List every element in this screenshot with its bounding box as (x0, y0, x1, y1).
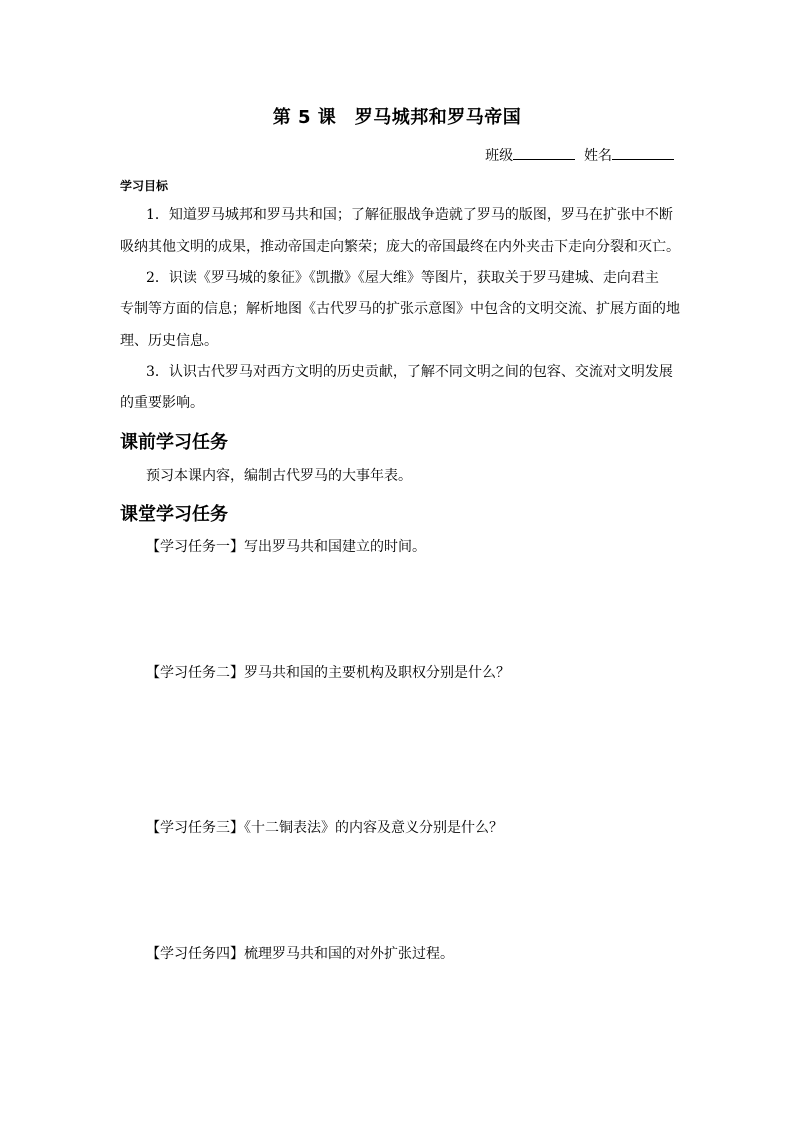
name-label: 姓名 (584, 148, 612, 164)
class-label: 班级 (485, 148, 514, 164)
objective-2-line-1: 2．识读《罗马城的象征》《凯撒》《屋大维》等图片，获取关于罗马建城、走向君主 (146, 270, 659, 286)
task-4: 【学习任务四】梳理罗马共和国的对外扩张过程。 (146, 946, 454, 962)
inclass-heading: 课堂学习任务 (120, 504, 228, 525)
task-1: 【学习任务一】写出罗马共和国建立的时间。 (146, 539, 426, 555)
preclass-text: 预习本课内容，编制古代罗马的大事年表。 (146, 468, 412, 484)
objective-3-line-1: 3．认识古代罗马对西方文明的历史贡献，了解不同文明之间的包容、交流对文明发展 (146, 364, 673, 380)
student-info-line (485, 145, 674, 165)
task-2: 【学习任务二】罗马共和国的主要机构及职权分别是什么？ (146, 665, 510, 681)
name-blank[interactable] (612, 145, 674, 160)
objective-3-line-2: 的重要影响。 (120, 395, 204, 411)
preclass-heading: 课前学习任务 (120, 432, 228, 453)
page-title: 第 5 课 罗马城邦和罗马帝国 (272, 107, 522, 128)
objective-1-line-1: 1．知道罗马城邦和罗马共和国；了解征服战争造就了罗马的版图，罗马在扩张中不断 (146, 207, 673, 223)
objective-2-line-3: 理、历史信息。 (120, 333, 218, 349)
objective-2-line-2: 专制等方面的信息；解析地图《古代罗马的扩张示意图》中包含的文明交流、扩展方面的地 (120, 301, 680, 317)
objective-1-line-2: 吸纳其他文明的成果，推动帝国走向繁荣；庞大的帝国最终在内外夹击下走向分裂和灭亡。 (120, 239, 680, 255)
objectives-heading: 学习目标 (120, 179, 169, 193)
task-3: 【学习任务三】《十二铜表法》的内容及意义分别是什么？ (146, 820, 503, 836)
class-blank[interactable] (513, 145, 575, 160)
